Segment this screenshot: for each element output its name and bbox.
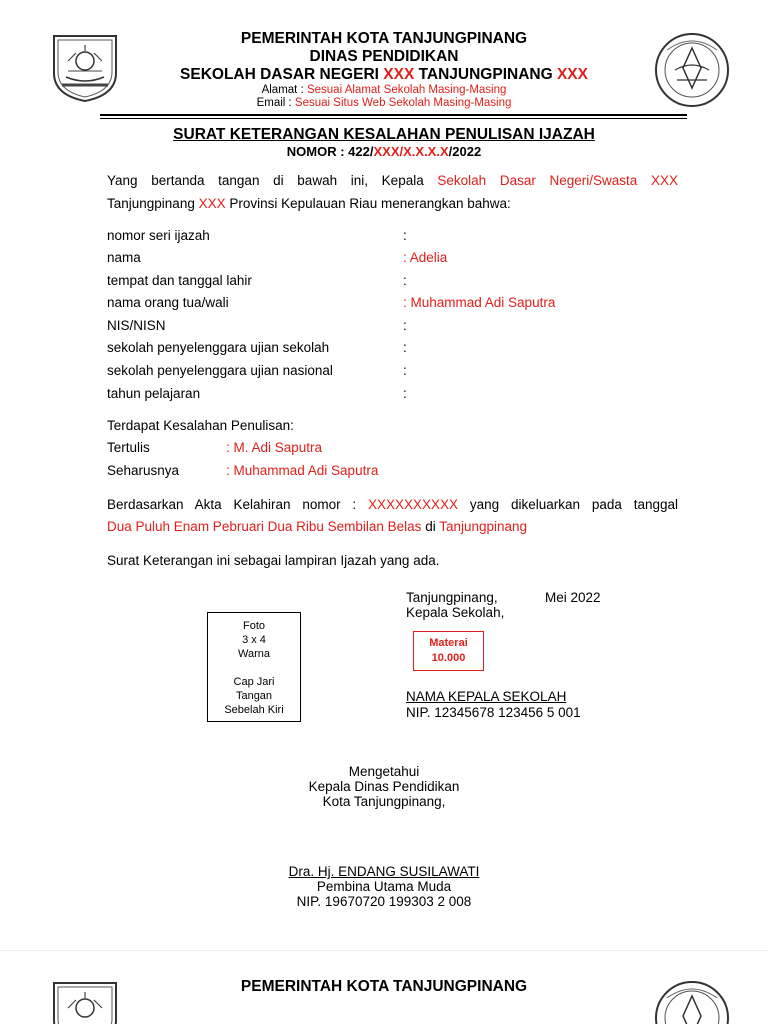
head-of-department-rank: Pembina Utama Muda [316, 879, 452, 894]
fingerprint-label-2: Tangan [235, 690, 273, 702]
stamp-duty-label: Materai [429, 637, 468, 649]
next-page-government-line: PEMERINTAH KOTA TANJUNGPINANG [240, 978, 528, 995]
number-placeholder: XXX/X.X.X.X [373, 144, 449, 159]
header-email [0, 97, 768, 109]
intro-line-2 [107, 193, 678, 215]
photo-label-2: 3 x 4 [242, 634, 266, 646]
intro-line-1 [107, 170, 678, 192]
photo-label-3: Warna [238, 648, 270, 660]
field-value-school-exam: : [403, 340, 407, 355]
field-value-year: : [403, 386, 407, 401]
head-of-department-nip: NIP. 19670720 199303 2 008 [296, 894, 472, 909]
field-label-year: tahun pelajaran [107, 386, 201, 401]
intro-city: Tanjungpinang [107, 196, 199, 211]
field-label-nisn: NIS/NISN [107, 318, 166, 333]
field-value-national-exam: : [403, 363, 407, 378]
signature-date: Mei 2022 [545, 590, 601, 605]
intro-school: Sekolah Dasar Negeri/Swasta XXX [437, 173, 678, 188]
correct-label: Seharusnya [107, 463, 180, 478]
birth-cert-at: di [421, 519, 440, 534]
written-value: : M. Adi Saputra [226, 440, 323, 455]
header-address [0, 84, 768, 96]
signature-place: Tanjungpinang, [406, 590, 498, 605]
number-year: /2022 [448, 144, 482, 159]
field-value-birth: : [403, 273, 407, 288]
header-government-line: PEMERINTAH KOTA TANJUNGPINANG [240, 30, 528, 47]
birth-cert-date: Dua Puluh Enam Pebruari Dua Ribu Sembilan Belas [107, 519, 422, 534]
stamp-duty-amount: 10.000 [431, 652, 466, 664]
header-department-line: DINAS PENDIDIKAN [309, 48, 459, 65]
number-prefix: NOMOR : 422/ [286, 144, 374, 159]
document-number [0, 144, 768, 159]
birth-cert-issued: yang dikeluarkan pada tanggal [458, 497, 678, 512]
school-placeholder-1: XXX [383, 66, 415, 83]
header-divider-thick [100, 114, 687, 116]
school-city: TANJUNGPINANG [414, 66, 557, 83]
signature-role: Kepala Sekolah, [406, 605, 505, 620]
fingerprint-label-3: Sebelah Kiri [224, 704, 284, 716]
birth-cert-place: Tanjungpinang [439, 519, 528, 534]
address-label: Alamat : [261, 84, 307, 96]
field-label-birth: tempat dan tanggal lahir [107, 273, 252, 288]
birth-cert-text: Berdasarkan Akta Kelahiran nomor : [107, 497, 368, 512]
field-label-serial: nomor seri ijazah [107, 228, 210, 243]
header-school-line [0, 66, 768, 84]
closing-statement: Surat Keterangan ini sebagai lampiran Ijazah yang ada. [107, 553, 440, 568]
header-divider-thin [100, 118, 687, 119]
field-value-name: : Adelia [403, 250, 448, 265]
email-label: Email : [256, 97, 295, 109]
school-prefix: SEKOLAH DASAR NEGERI [180, 66, 384, 83]
field-label-school-exam: sekolah penyelenggara ujian sekolah [107, 340, 330, 355]
field-label-name: nama [107, 250, 141, 265]
field-value-nisn: : [403, 318, 407, 333]
field-label-parent: nama orang tua/wali [107, 295, 229, 310]
field-label-national-exam: sekolah penyelenggara ujian nasional [107, 363, 333, 378]
photo-fingerprint-box [207, 612, 301, 722]
intro-text: Yang bertanda tangan di bawah ini, Kepala [107, 173, 438, 188]
acknowledged-city: Kota Tanjungpinang, [322, 794, 446, 809]
written-label: Tertulis [107, 440, 150, 455]
acknowledged-label: Mengetahui [348, 764, 420, 779]
field-value-parent: : Muhammad Adi Saputra [403, 295, 556, 310]
page-break [0, 950, 768, 951]
field-value-serial: : [403, 228, 407, 243]
head-of-department-name: Dra. Hj. ENDANG SUSILAWATI [288, 864, 480, 879]
intro-province: Provinsi Kepulauan Riau menerangkan bahwa: [225, 196, 511, 211]
photo-label-1: Foto [242, 620, 265, 632]
principal-nip: NIP. 12345678 123456 5 001 [406, 705, 581, 720]
document-title: SURAT KETERANGAN KESALAHAN PENULISAN IJAZAH [173, 126, 595, 143]
stamp-duty-box [413, 631, 484, 671]
acknowledged-role: Kepala Dinas Pendidikan [308, 779, 460, 794]
birth-cert-line-1 [107, 494, 678, 516]
principal-name: NAMA KEPALA SEKOLAH [406, 689, 567, 704]
correct-value: : Muhammad Adi Saputra [226, 463, 379, 478]
error-heading: Terdapat Kesalahan Penulisan: [107, 418, 294, 433]
intro-city-placeholder: XXX [198, 196, 226, 211]
birth-cert-line-2 [107, 516, 678, 538]
fingerprint-label-1: Cap Jari [233, 676, 275, 688]
school-placeholder-2: XXX [556, 66, 588, 83]
birth-cert-number: XXXXXXXXXX [368, 497, 459, 512]
email-value: Sesuai Situs Web Sekolah Masing-Masing [294, 97, 512, 109]
address-value: Sesuai Alamat Sekolah Masing-Masing [306, 84, 507, 96]
